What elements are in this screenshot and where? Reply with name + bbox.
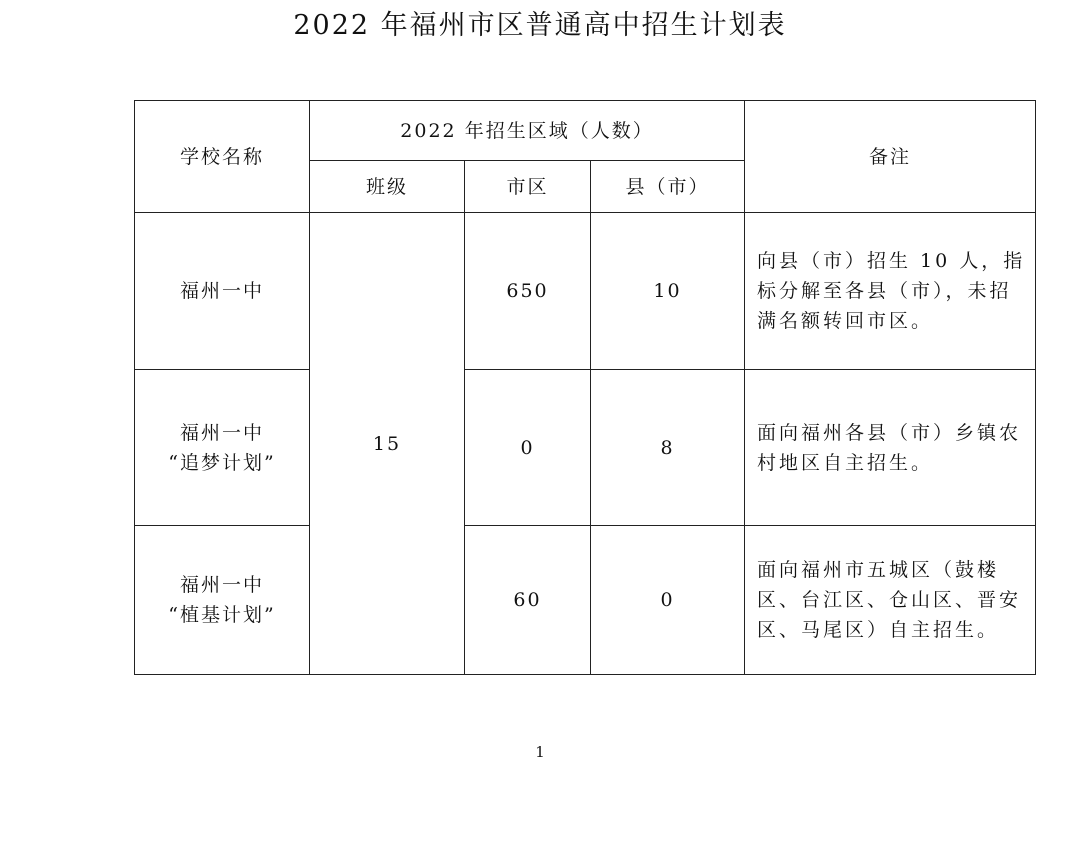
header-county: 县（市） xyxy=(591,161,745,213)
city-count-cell: 0 xyxy=(465,370,591,526)
table-row xyxy=(135,370,1036,526)
classes-cell: 15 xyxy=(310,213,465,675)
header-row-top xyxy=(135,101,1036,161)
city-count-cell: 60 xyxy=(465,526,591,675)
header-classes: 班级 xyxy=(310,161,465,213)
document-title: 2022 年福州市区普通高中招生计划表 xyxy=(293,10,787,41)
header-region-group: 2022 年招生区域（人数） xyxy=(310,101,745,161)
remark-cell: 面向福州市五城区（鼓楼区、台江区、仓山区、晋安区、马尾区）自主招生。 xyxy=(745,526,1036,675)
school-cell xyxy=(135,213,310,370)
table-row xyxy=(135,526,1036,675)
school-cell xyxy=(135,370,310,526)
county-count-cell: 10 xyxy=(591,213,745,370)
county-count-cell: 8 xyxy=(591,370,745,526)
school-cell xyxy=(135,526,310,675)
city-count-cell: 650 xyxy=(465,213,591,370)
enrollment-plan-table xyxy=(134,100,1036,675)
school-plan-name: “追梦计划” xyxy=(168,451,276,474)
county-count-cell: 0 xyxy=(591,526,745,675)
header-remarks: 备注 xyxy=(745,101,1036,213)
remark-cell: 向县（市）招生 10 人，指标分解至各县（市），未招满名额转回市区。 xyxy=(745,213,1036,370)
school-plan-name: “植基计划” xyxy=(168,604,276,626)
header-school-name: 学校名称 xyxy=(135,101,310,213)
page-number: 1 xyxy=(535,743,545,761)
remark-cell: 面向福州各县（市）乡镇农村地区自主招生。 xyxy=(745,370,1036,526)
table-row xyxy=(135,213,1036,370)
school-name: 福州一中 xyxy=(179,574,264,596)
school-name: 福州一中 xyxy=(179,280,264,302)
header-city: 市区 xyxy=(465,161,591,213)
school-name: 福州一中 xyxy=(179,421,264,444)
